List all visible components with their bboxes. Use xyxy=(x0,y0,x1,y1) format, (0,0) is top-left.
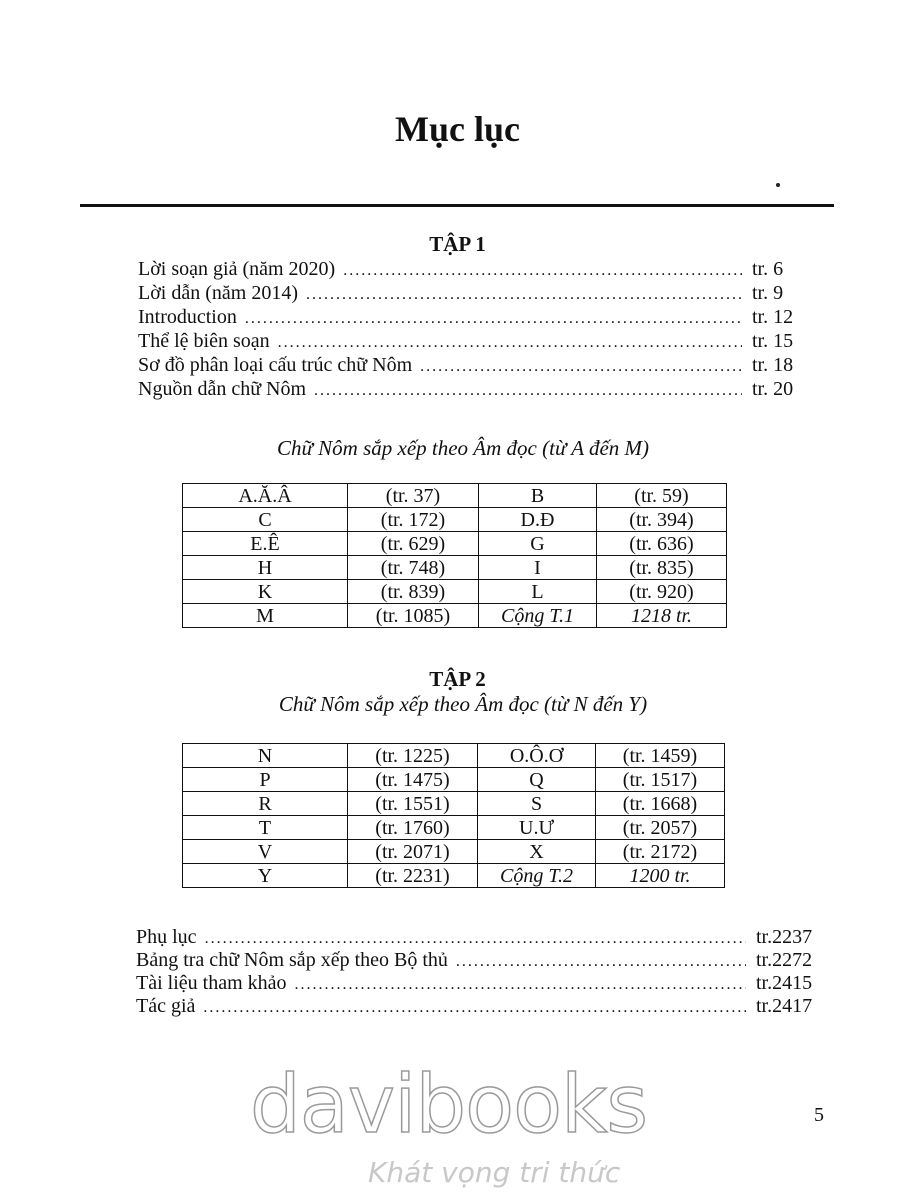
toc-entry-page: tr. 12 xyxy=(752,306,794,328)
toc-entry[interactable] xyxy=(138,258,806,282)
toc-entry-label: Nguồn dẫn chữ Nôm xyxy=(138,378,307,400)
watermark-brand: davibooks xyxy=(250,1058,648,1151)
toc-entry-page: tr. 9 xyxy=(752,282,784,304)
table-cell[interactable]: A.Ă.Â xyxy=(183,484,348,508)
toc-entry-page: tr. 18 xyxy=(752,354,794,376)
table-cell[interactable]: Y xyxy=(183,864,348,888)
table-cell[interactable]: C xyxy=(183,508,348,532)
table-cell[interactable]: P xyxy=(183,768,348,792)
volume2-total-label: Cộng T.2 xyxy=(478,864,596,888)
table-cell: (tr. 920) xyxy=(597,580,727,604)
table-cell[interactable]: H xyxy=(183,556,348,580)
table-row xyxy=(183,604,727,628)
toc-entry-label: Phụ lục xyxy=(136,926,197,948)
table-cell: (tr. 839) xyxy=(348,580,479,604)
table-cell: (tr. 2172) xyxy=(596,840,725,864)
volume1-total-label: Cộng T.1 xyxy=(479,604,597,628)
table-row xyxy=(183,532,727,556)
toc-entry-label: Tác giả xyxy=(136,995,196,1017)
table-cell[interactable]: T xyxy=(183,816,348,840)
table-cell: (tr. 59) xyxy=(597,484,727,508)
table-cell[interactable]: N xyxy=(183,744,348,768)
table-cell[interactable]: U.Ư xyxy=(478,816,596,840)
table-cell[interactable]: X xyxy=(478,840,596,864)
table-cell: (tr. 37) xyxy=(348,484,479,508)
dot-leader xyxy=(203,999,746,1017)
table-cell[interactable]: L xyxy=(479,580,597,604)
toc-entry-page: tr. 20 xyxy=(752,378,794,400)
title-rule xyxy=(80,204,834,207)
toc-entry[interactable] xyxy=(138,306,806,330)
toc-entry[interactable] xyxy=(138,330,806,354)
table-cell[interactable]: E.Ê xyxy=(183,532,348,556)
volume2-heading: TẬP 2 xyxy=(429,667,486,691)
table-cell: (tr. 2231) xyxy=(348,864,478,888)
table-cell[interactable]: B xyxy=(479,484,597,508)
table-cell[interactable]: Q xyxy=(478,768,596,792)
table-cell: (tr. 1668) xyxy=(596,792,725,816)
toc-entry-label: Sơ đồ phân loại cấu trúc chữ Nôm xyxy=(138,354,413,376)
table-row xyxy=(183,484,727,508)
toc-entry-label: Lời soạn giả (năm 2020) xyxy=(138,258,336,280)
volume2-subtitle: Chữ Nôm sắp xếp theo Âm đọc (từ N đến Y) xyxy=(278,692,648,716)
toc-entry-page: tr. 6 xyxy=(752,258,784,280)
table-cell[interactable]: M xyxy=(183,604,348,628)
toc-entry-label: Tài liệu tham khảo xyxy=(136,972,287,994)
toc-entry-page: tr.2417 xyxy=(756,995,813,1017)
dot-leader xyxy=(295,976,746,994)
table-row xyxy=(183,768,725,792)
toc-entry-label: Lời dẫn (năm 2014) xyxy=(138,282,298,304)
table-row xyxy=(183,580,727,604)
table-row xyxy=(183,792,725,816)
toc-entry-label: Thể lệ biên soạn xyxy=(138,330,270,352)
table-cell: (tr. 1517) xyxy=(596,768,725,792)
dot-leader xyxy=(306,286,742,304)
table-row xyxy=(183,840,725,864)
table-cell: (tr. 636) xyxy=(597,532,727,556)
table-cell: (tr. 1225) xyxy=(348,744,478,768)
volume2-total-pages: 1200 tr. xyxy=(596,864,725,888)
toc-entry[interactable] xyxy=(136,926,826,949)
toc-entry[interactable] xyxy=(138,378,806,402)
toc-entry-page: tr.2272 xyxy=(756,949,813,971)
scan-speck xyxy=(776,183,780,187)
table-cell: (tr. 1475) xyxy=(348,768,478,792)
table-cell[interactable]: R xyxy=(183,792,348,816)
table-cell: (tr. 1085) xyxy=(348,604,479,628)
table-cell[interactable]: S xyxy=(478,792,596,816)
table-cell[interactable]: V xyxy=(183,840,348,864)
toc-entry-page: tr. 15 xyxy=(752,330,794,352)
table-cell: (tr. 2071) xyxy=(348,840,478,864)
volume1-total-pages: 1218 tr. xyxy=(597,604,727,628)
table-cell: (tr. 629) xyxy=(348,532,479,556)
toc-entry-label: Bảng tra chữ Nôm sắp xếp theo Bộ thủ xyxy=(136,949,448,971)
toc-entry-label: Introduction xyxy=(138,306,237,328)
table-row xyxy=(183,556,727,580)
table-cell[interactable]: I xyxy=(479,556,597,580)
table-cell: (tr. 748) xyxy=(348,556,479,580)
toc-entry-page: tr.2415 xyxy=(756,972,813,994)
toc-entry[interactable] xyxy=(136,949,826,972)
watermark-tagline: Khát vọng tri thức xyxy=(368,1156,621,1189)
toc-entry-page: tr.2237 xyxy=(756,926,813,948)
dot-leader xyxy=(456,953,746,971)
volume1-toc xyxy=(138,258,806,402)
dot-leader xyxy=(205,930,746,948)
toc-entry[interactable] xyxy=(136,972,826,995)
table-cell[interactable]: K xyxy=(183,580,348,604)
dot-leader xyxy=(343,262,742,280)
dot-leader xyxy=(420,358,742,376)
volume1-index-table xyxy=(182,483,727,628)
table-cell: (tr. 1459) xyxy=(596,744,725,768)
table-cell: (tr. 835) xyxy=(597,556,727,580)
table-cell: (tr. 2057) xyxy=(596,816,725,840)
table-row xyxy=(183,816,725,840)
table-cell: (tr. 172) xyxy=(348,508,479,532)
table-cell[interactable]: G xyxy=(479,532,597,556)
dot-leader xyxy=(245,310,742,328)
appendix-toc xyxy=(136,926,826,1018)
table-cell: (tr. 1551) xyxy=(348,792,478,816)
toc-entry[interactable] xyxy=(136,995,826,1018)
table-cell: (tr. 1760) xyxy=(348,816,478,840)
volume1-subtitle: Chữ Nôm sắp xếp theo Âm đọc (từ A đến M) xyxy=(276,436,650,460)
page-number: 5 xyxy=(814,1104,824,1126)
toc-entry[interactable] xyxy=(138,354,806,378)
table-cell[interactable]: D.Đ xyxy=(479,508,597,532)
table-row xyxy=(183,744,725,768)
dot-leader xyxy=(278,334,742,352)
table-cell: (tr. 394) xyxy=(597,508,727,532)
page-title: Mục lục xyxy=(395,109,520,149)
toc-entry[interactable] xyxy=(138,282,806,306)
table-row xyxy=(183,864,725,888)
table-row xyxy=(183,508,727,532)
table-cell[interactable]: O.Ô.Ơ xyxy=(478,744,596,768)
volume1-heading: TẬP 1 xyxy=(429,232,486,256)
dot-leader xyxy=(314,382,742,400)
volume2-index-table xyxy=(182,743,725,888)
